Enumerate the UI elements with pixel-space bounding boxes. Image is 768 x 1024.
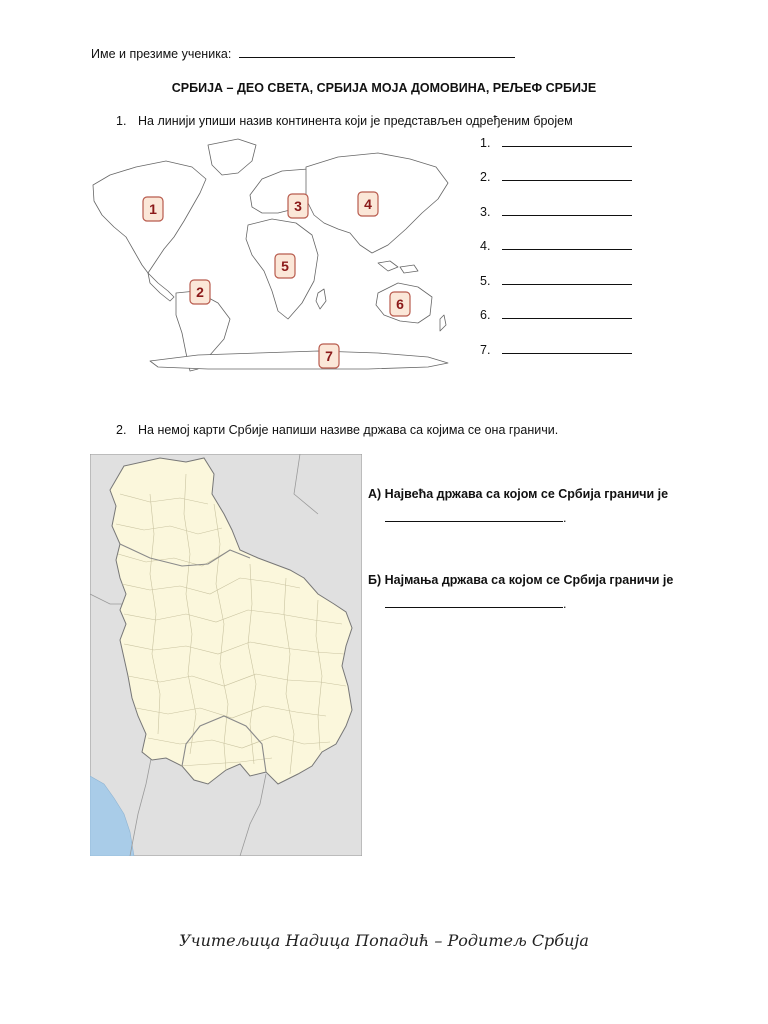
map-marker-6: [390, 292, 410, 316]
map-marker-2-label: 2: [196, 284, 204, 300]
central-america-shape: [148, 273, 174, 301]
task2-instruction: [116, 423, 558, 437]
answer-number: 7.: [480, 343, 491, 357]
answer-row-2: [480, 169, 632, 184]
answer-blank-3[interactable]: [502, 204, 632, 216]
answer-blank-4[interactable]: [502, 238, 632, 250]
footer-credit: Учитељица Надица Попадић – Родитељ Србија: [179, 931, 589, 950]
new-zealand-shape: [440, 315, 446, 331]
madagascar-shape: [316, 289, 326, 309]
task2-number: 2.: [116, 423, 127, 437]
map-marker-4-label: 4: [364, 196, 372, 212]
answer-number: 6.: [480, 308, 491, 322]
answer-row-1: [480, 135, 632, 150]
question-a-answer-row: [385, 510, 566, 525]
world-map: [88, 133, 458, 373]
map-marker-7: [319, 344, 339, 368]
question-b-period: .: [563, 597, 567, 611]
map-marker-5-label: 5: [281, 258, 289, 274]
map-marker-1-label: 1: [149, 201, 157, 217]
answer-row-3: [480, 204, 632, 219]
answer-blank-7[interactable]: [502, 342, 632, 354]
indonesia-shape: [378, 261, 418, 273]
task1-text: На линији упиши назив континента који је представљен одређеним бројем: [138, 114, 573, 128]
answer-number: 1.: [480, 136, 491, 150]
map-marker-3: [288, 194, 308, 218]
serbia-blank-map: [90, 454, 362, 856]
greenland-shape: [208, 139, 256, 175]
answer-number: 3.: [480, 205, 491, 219]
answer-row-4: [480, 238, 632, 253]
question-b-answer-blank[interactable]: [385, 596, 563, 608]
worksheet-title: СРБИЈА – ДЕО СВЕТА, СРБИЈА МОЈА ДОМОВИНА, РЕЉЕФ СРБИЈЕ: [171, 81, 597, 95]
student-name-field[interactable]: [239, 46, 515, 58]
task1-instruction: [116, 114, 573, 128]
answer-number: 5.: [480, 274, 491, 288]
answer-blank-5[interactable]: [502, 273, 632, 285]
map-marker-4: [358, 192, 378, 216]
question-b-answer-row: [385, 596, 566, 611]
answer-number: 2.: [480, 170, 491, 184]
map-marker-7-label: 7: [325, 348, 333, 364]
answer-row-7: [480, 342, 632, 357]
task1-number: 1.: [116, 114, 127, 128]
answer-row-5: [480, 273, 632, 288]
map-marker-3-label: 3: [294, 198, 302, 214]
map-marker-6-label: 6: [396, 296, 404, 312]
map-marker-1: [143, 197, 163, 221]
question-b: Б) Најмања држава са којом се Србија граничи је: [368, 573, 674, 587]
answer-blank-1[interactable]: [502, 135, 632, 147]
answer-row-6: [480, 307, 632, 322]
student-name-label: Име и презиме ученика:: [91, 47, 232, 61]
question-a-answer-blank[interactable]: [385, 510, 563, 522]
map-marker-5: [275, 254, 295, 278]
student-name-row: [91, 46, 515, 61]
question-a: А) Највећа држава са којом се Србија граничи је: [368, 487, 669, 501]
task2-text: На немој карти Србије напиши називе држава са којима се она граничи.: [138, 423, 559, 437]
answer-blank-6[interactable]: [502, 307, 632, 319]
answer-number: 4.: [480, 239, 491, 253]
answer-blank-2[interactable]: [502, 169, 632, 181]
map-marker-2: [190, 280, 210, 304]
question-a-period: .: [563, 511, 567, 525]
